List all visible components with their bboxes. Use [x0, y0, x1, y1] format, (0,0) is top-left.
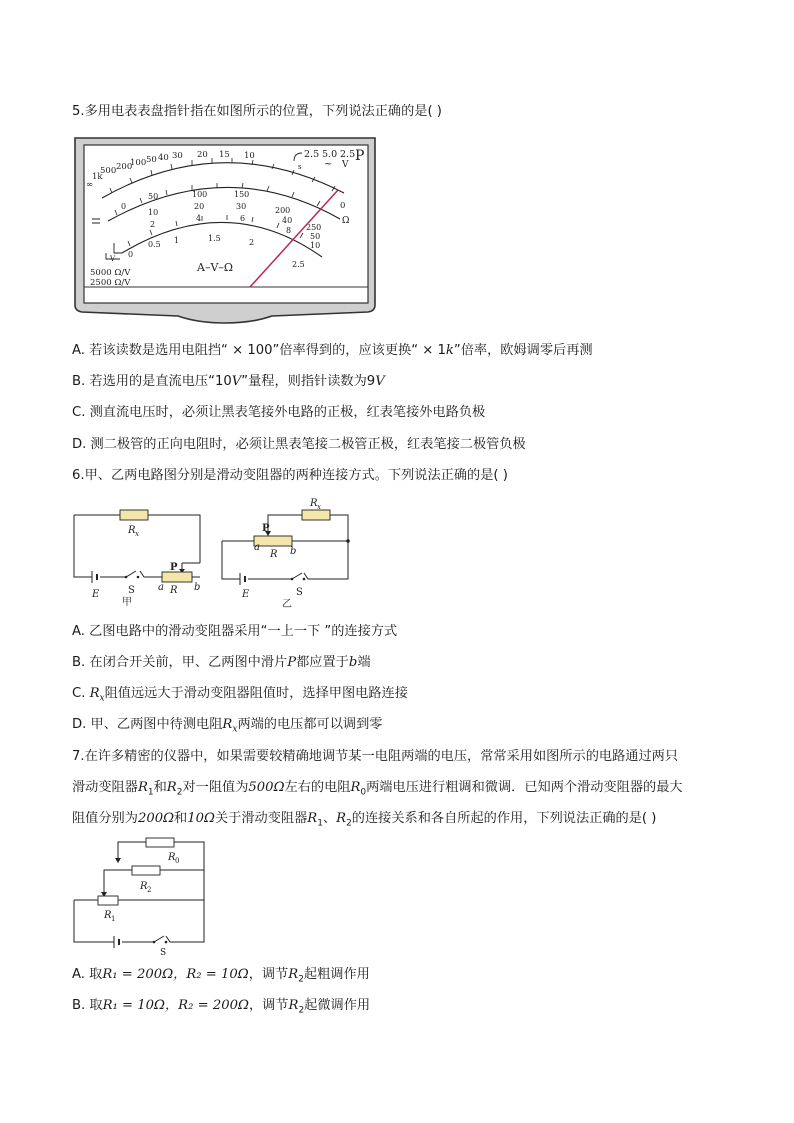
circuit-yi-figure — [218, 493, 358, 611]
q6-d-var: R — [222, 717, 233, 732]
q7-b-text: B. 取 — [72, 998, 103, 1013]
q7-b-sub: 2 — [298, 1005, 305, 1016]
q6-c-text2: 阻值远远大于滑动变阻器阻值时，选择甲图电路连接 — [104, 686, 408, 701]
ohm-label-inf: ∞ — [86, 180, 94, 190]
ohm-label-10: 10 — [244, 151, 255, 161]
mid-label-0: 0 — [121, 202, 127, 211]
q7-a-var: R — [288, 967, 299, 982]
multimeter-dial — [72, 135, 378, 325]
q6-d-sub: x — [232, 724, 238, 735]
ohm-label-15: 15 — [219, 150, 230, 160]
jia-s-label: S — [128, 585, 135, 596]
mid-label-40: 40 — [282, 216, 293, 225]
mid-label-4: 4 — [196, 214, 202, 223]
volt-mark: V — [342, 160, 349, 170]
yi-s-label: S — [296, 587, 303, 598]
q5-option-d[interactable]: D. 测二极管的正向电阻时，必须让黑表笔接二极管正极，红表笔接二极管负极 — [72, 437, 526, 452]
yi-e-label: E — [242, 589, 250, 600]
mid-label-250: 250 — [306, 223, 322, 232]
jia-r-label: R — [170, 585, 178, 596]
q7-l2-r1: R — [137, 780, 148, 795]
q5-b-text2: ”量程，则指针读数为9 — [241, 374, 376, 389]
q7-r0-sub: 0 — [175, 857, 180, 865]
q7-l3-post: 的连接关系和各自所起的作用，下列说法正确的是( ) — [351, 811, 657, 826]
q7-l3-s1: 1 — [317, 818, 323, 829]
mid-label-6: 6 — [240, 214, 246, 223]
circuit-yi — [218, 493, 358, 611]
yi-rx-label: R — [310, 498, 318, 509]
q6-c-text: C. — [72, 686, 90, 701]
q5-a-text: A. 若该读数是选用电阻挡“ × 100”倍率得到的，应该更换“ × 1 — [72, 343, 446, 358]
ohm-label-40: 40 — [158, 153, 169, 163]
q7-r2-label: R — [140, 881, 148, 892]
mid-label-10b: 10 — [310, 241, 321, 250]
q7-b-text2: ，调节 — [248, 998, 289, 1013]
q7-l3-v2: 10Ω — [187, 811, 215, 826]
mid-label-30: 30 — [236, 202, 247, 211]
q5-b-var2: V — [375, 374, 385, 389]
ohm-label-500: 500 — [100, 166, 117, 176]
q7-a-text: A. 取 — [72, 967, 103, 982]
s-mark: s — [298, 163, 302, 171]
dial-sensitivity-5000: 5000 Ω/V — [90, 268, 131, 278]
q6-option-a[interactable]: A. 乙图电路中的滑动变阻器采用“一上一下 ”的连接方式 — [72, 624, 398, 639]
q6-d-text2: 两端的电压都可以调到零 — [237, 717, 383, 732]
q7-l3-and: 和 — [174, 811, 188, 826]
q6-option-b[interactable] — [72, 654, 371, 672]
bot-label-0-5: 0.5 — [148, 240, 161, 249]
q5-a-text2: ”倍率，欧姆调零后再测 — [453, 343, 593, 358]
mid-label-2: 2 — [150, 220, 156, 229]
mid-label-200: 200 — [275, 206, 291, 215]
q7-stem-line3 — [72, 810, 656, 833]
jia-e-label: E — [92, 589, 100, 600]
q5-stem: 5.多用电表表盘指针指在如图所示的位置，下列说法正确的是( ) — [72, 104, 442, 119]
q7-l2-text: 滑动变阻器 — [72, 780, 138, 795]
q7-a-text2: ，调节 — [248, 967, 289, 982]
q7-b-math: R₁ = 10Ω，R₂ = 200Ω — [102, 998, 249, 1013]
jia-caption: 甲 — [122, 597, 132, 608]
q7-l2-mid2: 左右的电阻 — [284, 780, 351, 795]
mid-label-50: 50 — [148, 192, 159, 201]
bot-label-0: 0 — [128, 250, 134, 259]
bot-label-2: 2 — [249, 238, 255, 247]
yi-p-label: P — [262, 523, 270, 534]
mid-label-50b: 50 — [310, 232, 321, 241]
q7-option-b[interactable] — [72, 997, 370, 1020]
q7-r1-label: R — [104, 910, 112, 921]
q7-option-a[interactable] — [72, 966, 370, 989]
q7-l2-s1: 1 — [147, 787, 154, 798]
q7-l3-v1: 200Ω — [137, 811, 175, 826]
yi-a-label: a — [254, 542, 260, 553]
range-5-0: 5.0 — [322, 149, 338, 160]
jia-rx-sub: x — [135, 530, 139, 538]
q7-r0-label: R — [168, 852, 176, 863]
mid-label-10: 10 — [148, 208, 159, 217]
q6-d-text: D. 甲、乙两图中待测电阻 — [72, 717, 223, 732]
q7-l2-mid: 对一阻值为 — [182, 780, 249, 795]
ohm-mark: Ω — [342, 216, 350, 226]
q5-option-c[interactable]: C. 测直流电压时，必须让黑表笔接外电路的正极，红表笔接外电路负极 — [72, 405, 486, 420]
q7-l3-text: 阻值分别为 — [72, 811, 138, 826]
q5-option-b[interactable] — [72, 373, 385, 391]
circuit-jia-figure — [70, 497, 210, 609]
bot-label-2-5: 2.5 — [292, 260, 305, 269]
q5-b-text: B. 若选用的是直流电压“10 — [72, 374, 232, 389]
q6-b-var: P — [287, 655, 297, 670]
jia-b-label: b — [194, 582, 201, 593]
ohm-label-200: 200 — [116, 162, 133, 172]
mid-label-150: 150 — [234, 190, 250, 199]
q7-l3-r1: R — [307, 811, 318, 826]
bot-label-1: 1 — [174, 236, 180, 245]
circuit-q7-figure — [70, 836, 210, 958]
q5-b-var: V — [231, 374, 242, 389]
q7-l3-r2: R — [336, 811, 347, 826]
q7-s-label: S — [160, 948, 167, 958]
ohm-label-1k: 1k — [92, 172, 103, 182]
dial-p-label: P — [355, 148, 365, 164]
q7-a-math: R₁ = 200Ω，R₂ = 10Ω — [102, 967, 249, 982]
q5-a-var: k — [445, 343, 454, 358]
q7-l3-sep: 、 — [322, 811, 337, 826]
q7-a-sub: 2 — [298, 974, 304, 985]
ohm-label-100: 100 — [130, 158, 147, 168]
q6-option-c[interactable] — [72, 685, 408, 708]
yi-b-label: b — [290, 546, 297, 557]
q7-stem-line1: 7.在许多精密的仪器中，如果需要较精确地调节某一电阻两端的电压，常常采用如图所示的电路通过两只 — [72, 749, 679, 764]
q7-l3-mid: 关于滑动变阻器 — [214, 811, 308, 826]
q6-b-text2: 都应置于 — [296, 655, 349, 670]
ac-mark: ~ — [324, 159, 333, 170]
jia-rx-label: R — [128, 525, 136, 536]
q7-l3-s2: 2 — [346, 818, 352, 829]
yi-r-label: R — [270, 549, 278, 560]
range-2-5: 2.5 — [304, 149, 320, 160]
mid-label-100: 100 — [192, 190, 208, 199]
q6-b-var2: b — [348, 655, 358, 670]
ohm-label-0: 0 — [340, 201, 346, 211]
yi-caption: 乙 — [282, 599, 292, 610]
mid-label-8: 8 — [286, 226, 292, 235]
range-2-5b: 2.5 — [340, 149, 356, 160]
q6-stem: 6.甲、乙两电路图分别是滑动变阻器的两种连接方式。下列说法正确的是( ) — [72, 468, 508, 483]
q7-l2-r2: R — [166, 780, 177, 795]
q7-b-var: R — [288, 998, 299, 1013]
q7-l2-val: 500Ω — [248, 780, 285, 795]
q7-b-end: 起微调作用 — [304, 998, 371, 1013]
multimeter-dial-figure — [72, 135, 378, 325]
ohm-label-20: 20 — [197, 150, 208, 160]
mid-label-20: 20 — [194, 202, 205, 211]
q7-stem-line2 — [72, 779, 683, 802]
q7-l2-r0: R — [350, 780, 361, 795]
q7-l2-post: 两端电压进行粗调和微调．已知两个滑动变阻器的最大 — [366, 780, 683, 795]
q7-a-end: 起粗调作用 — [303, 967, 370, 982]
ohm-label-50: 50 — [146, 155, 157, 165]
bot-label-1-5: 1.5 — [208, 234, 221, 243]
yi-rx-sub: x — [317, 503, 321, 511]
q5-option-a[interactable] — [72, 342, 593, 360]
q6-option-d[interactable] — [72, 716, 383, 739]
circuit-jia — [70, 497, 210, 609]
q7-l2-and: 和 — [153, 780, 167, 795]
dial-sensitivity-2500: 2500 Ω/V — [90, 278, 131, 288]
jia-a-label: a — [158, 582, 164, 593]
dial-center-label: A–V–Ω — [197, 261, 234, 274]
q6-c-var: R — [89, 686, 100, 701]
q6-b-text: B. 在闭合开关前，甲、乙两图中滑片 — [72, 655, 288, 670]
svg-text:V: V — [110, 255, 116, 263]
q6-c-sub: x — [99, 693, 105, 704]
jia-p-label: P — [170, 562, 178, 573]
circuit-q7 — [70, 836, 210, 958]
q6-b-text3: 端 — [357, 655, 371, 670]
q7-l2-s0: 0 — [360, 787, 367, 798]
q7-r2-sub: 2 — [147, 886, 152, 894]
q7-r1-sub: 1 — [111, 915, 116, 923]
q7-l2-s2: 2 — [176, 787, 183, 798]
ohm-label-30: 30 — [172, 151, 183, 161]
